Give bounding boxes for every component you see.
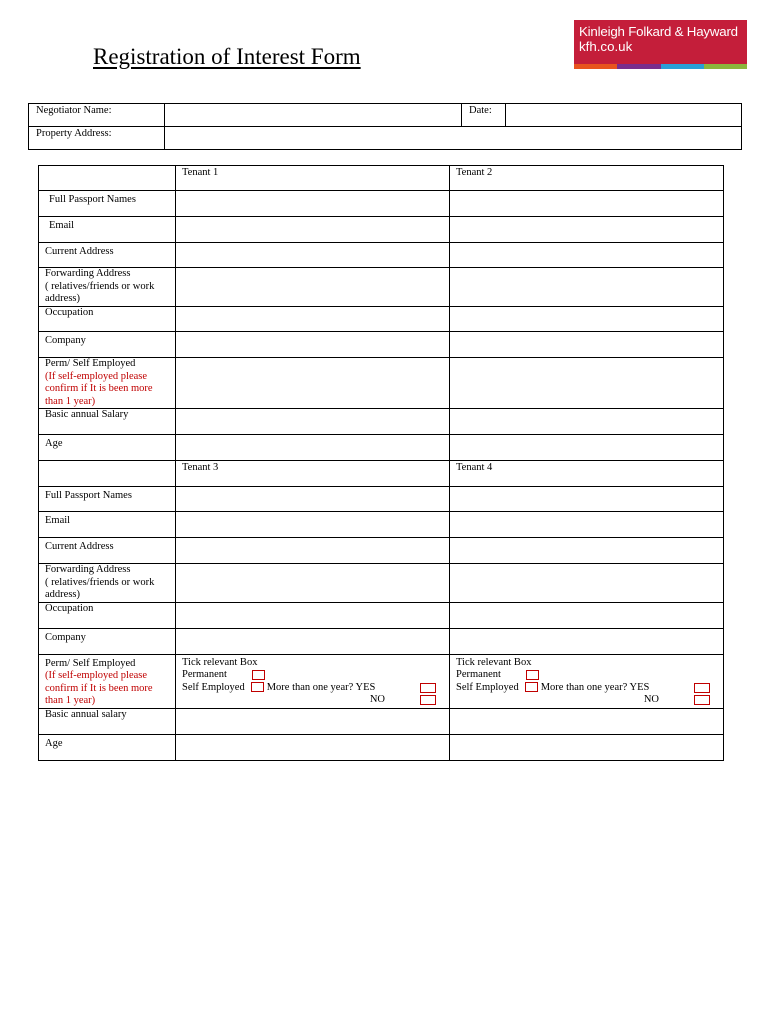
tenant-4-yes-checkbox[interactable] bbox=[694, 683, 710, 693]
date-field[interactable] bbox=[506, 104, 742, 127]
tenant-2-employment-field[interactable] bbox=[450, 358, 724, 409]
tenant-3-company-field[interactable] bbox=[176, 628, 450, 654]
forwarding-address-label bbox=[39, 268, 176, 307]
tenant-3-no-checkbox[interactable] bbox=[420, 695, 436, 705]
forwarding-address-line2: ( relatives/friends or work bbox=[45, 280, 155, 292]
yes-no-checkboxes bbox=[694, 683, 710, 707]
tenant-4-passport-field[interactable] bbox=[450, 487, 724, 512]
company-label: Company bbox=[39, 628, 176, 654]
table-row bbox=[39, 409, 724, 435]
logo-stripe-orange bbox=[574, 64, 617, 69]
permanent-label: Permanent bbox=[456, 669, 501, 680]
tenant-2-salary-field[interactable] bbox=[450, 409, 724, 435]
forwarding-address-line3: address) bbox=[45, 293, 80, 304]
table-row bbox=[39, 191, 724, 217]
tenant-1-passport-field[interactable] bbox=[176, 191, 450, 217]
tenant-4-occupation-field[interactable] bbox=[450, 602, 724, 628]
tenant-2-forwarding-field[interactable] bbox=[450, 268, 724, 307]
occupation-label: Occupation bbox=[39, 602, 176, 628]
tenant-3-current-address-field[interactable] bbox=[176, 538, 450, 564]
current-address-label: Current Address bbox=[39, 538, 176, 564]
tenant-header-row bbox=[39, 166, 724, 191]
more-than-year-label: More than one year? YES bbox=[540, 681, 650, 693]
salary-label: Basic annual salary bbox=[39, 708, 176, 734]
tenant-2-current-address-field[interactable] bbox=[450, 243, 724, 268]
tenant-1-employment-field[interactable] bbox=[176, 358, 450, 409]
table-row bbox=[39, 217, 724, 243]
self-employed-label: Self Employed bbox=[456, 681, 519, 693]
tenant-3-age-field[interactable] bbox=[176, 734, 450, 760]
tenant-1-age-field[interactable] bbox=[176, 435, 450, 461]
no-label: NO bbox=[643, 694, 659, 705]
table-row bbox=[39, 332, 724, 358]
current-address-label: Current Address bbox=[39, 243, 176, 268]
forwarding-address-label bbox=[39, 564, 176, 603]
table-row bbox=[39, 435, 724, 461]
company-logo bbox=[574, 20, 747, 69]
forwarding-address-line1: Forwarding Address bbox=[45, 564, 131, 575]
self-employed-note-line1: (If self-employed please bbox=[45, 670, 148, 681]
table-row bbox=[39, 628, 724, 654]
table-row bbox=[39, 268, 724, 307]
tenant-3-forwarding-field[interactable] bbox=[176, 564, 450, 603]
tenant-4-forwarding-field[interactable] bbox=[450, 564, 724, 603]
tenant-1-forwarding-field[interactable] bbox=[176, 268, 450, 307]
self-employed-note-line1: (If self-employed please bbox=[45, 370, 148, 382]
tenant-3-employment-tick bbox=[176, 654, 450, 708]
tick-heading: Tick relevant Box bbox=[182, 656, 258, 668]
logo-stripe-green bbox=[704, 64, 747, 69]
form-title: Registration of Interest Form bbox=[93, 44, 361, 69]
tenant-1-company-field[interactable] bbox=[176, 332, 450, 358]
tenant-1-salary-field[interactable] bbox=[176, 409, 450, 435]
forwarding-address-line3: address) bbox=[45, 589, 80, 600]
tenant-3-passport-field[interactable] bbox=[176, 487, 450, 512]
logo-website: kfh.co.uk bbox=[579, 39, 633, 54]
logo-stripes bbox=[574, 64, 747, 69]
tick-heading: Tick relevant Box bbox=[456, 656, 532, 668]
tenant-3-permanent-checkbox[interactable] bbox=[252, 670, 265, 680]
occupation-label: Occupation bbox=[39, 307, 176, 332]
forwarding-address-line2: ( relatives/friends or work bbox=[45, 576, 155, 588]
perm-self-employed-text: Perm/ Self Employed bbox=[45, 657, 136, 669]
table-row bbox=[39, 487, 724, 512]
negotiator-name-label: Negotiator Name: bbox=[29, 104, 165, 127]
tenant-1-current-address-field[interactable] bbox=[176, 243, 450, 268]
tenant-3-self-employed-checkbox[interactable] bbox=[251, 682, 264, 692]
tenant-4-company-field[interactable] bbox=[450, 628, 724, 654]
tenant-2-passport-field[interactable] bbox=[450, 191, 724, 217]
self-employed-label: Self Employed bbox=[182, 681, 245, 693]
tenant-2-header: Tenant 2 bbox=[450, 166, 724, 191]
tenant-3-occupation-field[interactable] bbox=[176, 602, 450, 628]
tenant-4-no-checkbox[interactable] bbox=[694, 695, 710, 705]
email-label: Email bbox=[39, 512, 176, 538]
property-address-label: Property Address: bbox=[29, 127, 165, 150]
perm-self-employed-label bbox=[39, 654, 176, 708]
tenant-4-header: Tenant 4 bbox=[450, 461, 724, 487]
tenant-3-header: Tenant 3 bbox=[176, 461, 450, 487]
email-label: Email bbox=[39, 217, 176, 243]
permanent-option bbox=[456, 669, 717, 682]
tenant-4-email-field[interactable] bbox=[450, 512, 724, 538]
company-label: Company bbox=[39, 332, 176, 358]
perm-self-employed-label bbox=[39, 358, 176, 409]
tenant-details-table bbox=[38, 165, 724, 761]
passport-names-label: Full Passport Names bbox=[39, 191, 176, 217]
table-row bbox=[39, 243, 724, 268]
table-row bbox=[39, 538, 724, 564]
table-row bbox=[39, 564, 724, 603]
tenant-3-salary-field[interactable] bbox=[176, 708, 450, 734]
negotiator-name-field[interactable] bbox=[165, 104, 462, 127]
header-empty-cell bbox=[39, 461, 176, 487]
table-row bbox=[39, 358, 724, 409]
tenant-1-header: Tenant 1 bbox=[176, 166, 450, 191]
tenant-2-company-field[interactable] bbox=[450, 332, 724, 358]
self-employed-note-line3: than 1 year) bbox=[45, 695, 96, 706]
tenant-1-occupation-field[interactable] bbox=[176, 307, 450, 332]
tenant-2-age-field[interactable] bbox=[450, 435, 724, 461]
tenant-4-current-address-field[interactable] bbox=[450, 538, 724, 564]
logo-company-name: Kinleigh Folkard & Hayward bbox=[579, 24, 738, 39]
tenant-4-permanent-checkbox[interactable] bbox=[526, 670, 539, 680]
header-empty-cell bbox=[39, 166, 176, 191]
tenant-3-yes-checkbox[interactable] bbox=[420, 683, 436, 693]
date-label: Date: bbox=[462, 104, 506, 127]
tenant-header-row bbox=[39, 461, 724, 487]
self-employed-note-line2: confirm if It is been more bbox=[45, 682, 153, 694]
self-employed-option bbox=[182, 682, 443, 695]
logo-stripe-blue bbox=[661, 64, 704, 69]
table-row bbox=[39, 654, 724, 708]
self-employed-note-line3: than 1 year) bbox=[45, 395, 96, 407]
passport-names-label: Full Passport Names bbox=[39, 487, 176, 512]
table-row bbox=[39, 307, 724, 332]
salary-label: Basic annual Salary bbox=[39, 409, 176, 435]
self-employed-option bbox=[456, 682, 717, 695]
forwarding-address-line1: Forwarding Address bbox=[45, 268, 131, 279]
no-label: NO bbox=[369, 694, 385, 705]
logo-stripe-purple bbox=[617, 64, 660, 69]
permanent-label: Permanent bbox=[182, 669, 227, 680]
tenant-4-employment-tick bbox=[450, 654, 724, 708]
age-label: Age bbox=[39, 435, 176, 461]
permanent-option bbox=[182, 669, 443, 682]
negotiator-table bbox=[28, 103, 742, 150]
self-employed-note-line2: confirm if It is been more bbox=[45, 383, 153, 394]
tenant-4-self-employed-checkbox[interactable] bbox=[525, 682, 538, 692]
table-row bbox=[39, 708, 724, 734]
property-address-field[interactable] bbox=[165, 127, 742, 150]
tenant-3-email-field[interactable] bbox=[176, 512, 450, 538]
tenant-1-email-field[interactable] bbox=[176, 217, 450, 243]
table-row bbox=[39, 602, 724, 628]
table-row bbox=[39, 734, 724, 760]
tenant-4-age-field[interactable] bbox=[450, 734, 724, 760]
tenant-2-email-field[interactable] bbox=[450, 217, 724, 243]
tenant-4-salary-field[interactable] bbox=[450, 708, 724, 734]
perm-self-employed-text: Perm/ Self Employed bbox=[45, 358, 136, 369]
tenant-2-occupation-field[interactable] bbox=[450, 307, 724, 332]
more-than-year-label: More than one year? YES bbox=[266, 681, 376, 693]
yes-no-checkboxes bbox=[420, 683, 436, 707]
table-row bbox=[39, 512, 724, 538]
age-label: Age bbox=[39, 734, 176, 760]
